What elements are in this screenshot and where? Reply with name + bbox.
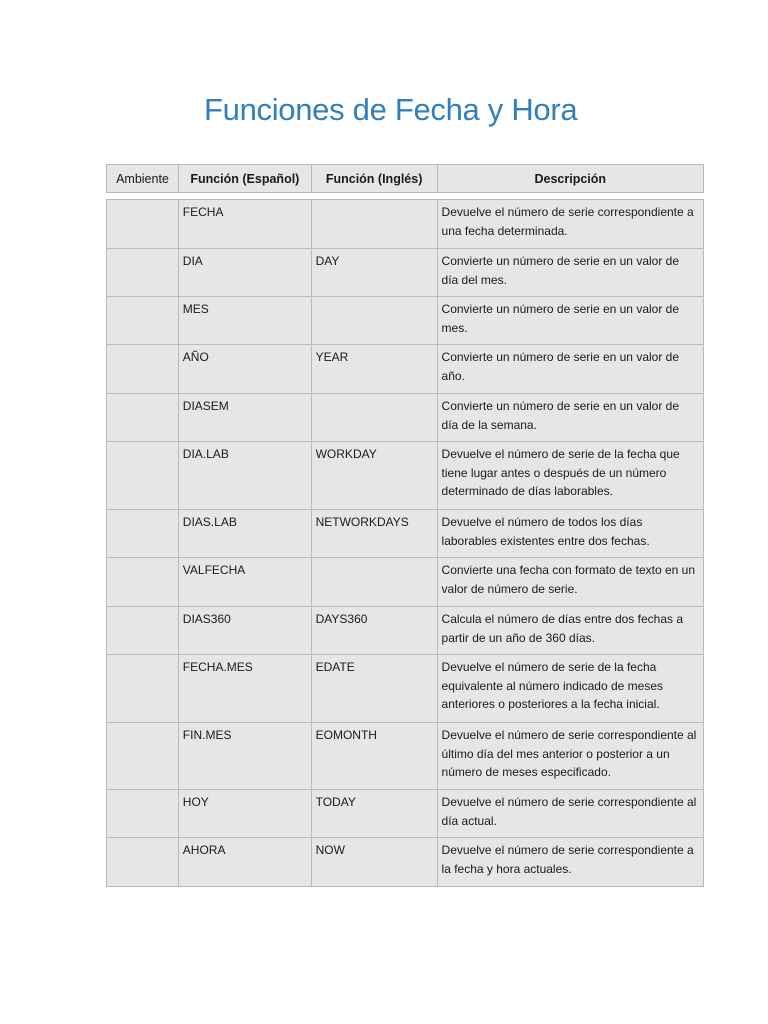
cell-descripcion: Devuelve el número de serie de la fecha que tiene lugar antes o después de un número determinado de días laborables. — [437, 442, 703, 510]
cell-descripcion: Convierte un número de serie en un valor de día de la semana. — [437, 394, 703, 442]
cell-descripcion: Convierte un número de serie en un valor de año. — [437, 345, 703, 394]
cell-funcion-ingles: WORKDAY — [311, 442, 437, 510]
functions-table — [106, 199, 704, 887]
cell-funcion-ingles — [311, 297, 437, 345]
cell-descripcion: Convierte una fecha con formato de texto en un valor de número de serie. — [437, 558, 703, 607]
cell-ambiente — [107, 297, 179, 345]
cell-ambiente — [107, 394, 179, 442]
cell-descripcion: Devuelve el número de serie de la fecha equivalente al número indicado de meses anteriores o posteriores a la fecha inicial. — [437, 655, 703, 723]
cell-descripcion: Devuelve el número de serie correspondiente a la fecha y hora actuales. — [437, 838, 703, 887]
cell-descripcion: Calcula el número de días entre dos fechas a partir de un año de 360 días. — [437, 607, 703, 655]
table-row — [107, 200, 704, 249]
table-row — [107, 249, 704, 297]
cell-funcion-espanol: HOY — [178, 790, 311, 838]
table-row — [107, 723, 704, 790]
cell-funcion-espanol: FECHA.MES — [178, 655, 311, 723]
cell-descripcion: Convierte un número de serie en un valor de mes. — [437, 297, 703, 345]
cell-funcion-ingles: NETWORKDAYS — [311, 510, 437, 558]
table-header — [106, 164, 704, 193]
table-row — [107, 838, 704, 887]
table-row — [107, 790, 704, 838]
header-descripcion: Descripción — [437, 165, 704, 193]
cell-funcion-espanol: AÑO — [178, 345, 311, 394]
cell-funcion-ingles: DAY — [311, 249, 437, 297]
table-row — [107, 607, 704, 655]
cell-funcion-ingles: TODAY — [311, 790, 437, 838]
cell-descripcion: Devuelve el número de serie correspondiente al último día del mes anterior o posterior a un número de meses especificado. — [437, 723, 703, 790]
cell-funcion-ingles — [311, 394, 437, 442]
table-row — [107, 655, 704, 723]
header-funcion-espanol: Función (Español) — [178, 165, 311, 193]
cell-funcion-espanol: DIA.LAB — [178, 442, 311, 510]
cell-ambiente — [107, 200, 179, 249]
cell-funcion-espanol: FECHA — [178, 200, 311, 249]
cell-funcion-espanol: FIN.MES — [178, 723, 311, 790]
cell-descripcion: Devuelve el número de serie correspondiente al día actual. — [437, 790, 703, 838]
cell-funcion-ingles: EDATE — [311, 655, 437, 723]
cell-funcion-ingles: EOMONTH — [311, 723, 437, 790]
table-row — [107, 394, 704, 442]
cell-funcion-espanol: DIAS360 — [178, 607, 311, 655]
cell-ambiente — [107, 790, 179, 838]
page-title: Funciones de Fecha y Hora — [204, 92, 578, 127]
cell-funcion-ingles: DAYS360 — [311, 607, 437, 655]
header-ambiente: Ambiente — [107, 165, 179, 193]
cell-ambiente — [107, 838, 179, 887]
cell-funcion-espanol: DIAS.LAB — [178, 510, 311, 558]
cell-ambiente — [107, 558, 179, 607]
header-funcion-ingles: Función (Inglés) — [311, 165, 437, 193]
cell-funcion-ingles: YEAR — [311, 345, 437, 394]
table-row — [107, 558, 704, 607]
table-row — [107, 510, 704, 558]
cell-funcion-espanol: AHORA — [178, 838, 311, 887]
cell-funcion-ingles — [311, 200, 437, 249]
table-row — [107, 442, 704, 510]
cell-descripcion: Devuelve el número de todos los días laborables existentes entre dos fechas. — [437, 510, 703, 558]
cell-descripcion: Convierte un número de serie en un valor de día del mes. — [437, 249, 703, 297]
cell-ambiente — [107, 442, 179, 510]
cell-funcion-espanol: MES — [178, 297, 311, 345]
cell-descripcion: Devuelve el número de serie correspondiente a una fecha determinada. — [437, 200, 703, 249]
cell-ambiente — [107, 249, 179, 297]
cell-ambiente — [107, 723, 179, 790]
table-row — [107, 345, 704, 394]
cell-funcion-ingles: NOW — [311, 838, 437, 887]
cell-ambiente — [107, 607, 179, 655]
cell-funcion-ingles — [311, 558, 437, 607]
cell-ambiente — [107, 345, 179, 394]
cell-ambiente — [107, 655, 179, 723]
cell-funcion-espanol: DIA — [178, 249, 311, 297]
cell-funcion-espanol: VALFECHA — [178, 558, 311, 607]
table-row — [107, 297, 704, 345]
cell-ambiente — [107, 510, 179, 558]
cell-funcion-espanol: DIASEM — [178, 394, 311, 442]
